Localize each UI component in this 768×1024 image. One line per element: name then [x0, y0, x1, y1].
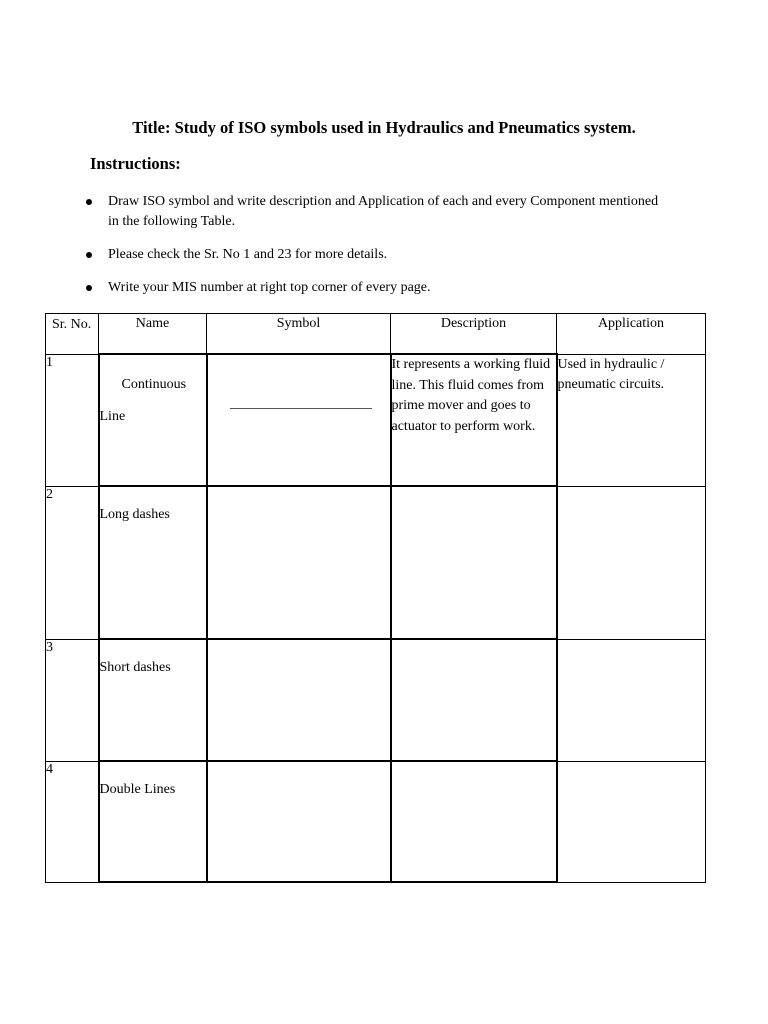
- name-line-1: Continuous: [121, 377, 187, 392]
- symbol-cell: [207, 761, 391, 882]
- name-cell: Double Lines: [99, 761, 207, 882]
- description-cell: It represents a working fluid line. This fluid comes from prime mover and goes to actuator to perform work.: [391, 354, 557, 486]
- bullet-icon: [86, 252, 92, 258]
- instruction-item: [82, 278, 662, 298]
- instructions-list: [82, 192, 662, 311]
- table-row: [46, 761, 706, 882]
- instruction-text: Draw ISO symbol and write description and Application of each and every Component mentioned in the following Table.: [108, 194, 659, 229]
- instruction-text: Write your MIS number at right top corner of every page.: [108, 280, 431, 295]
- continuous-line-symbol: [230, 408, 372, 409]
- application-cell: [557, 486, 706, 639]
- sr-no-cell: 2: [46, 486, 99, 639]
- header-sr-no: Sr. No.: [46, 314, 99, 355]
- description-cell: [391, 639, 557, 761]
- table-row: [46, 639, 706, 761]
- sr-no-cell: 3: [46, 639, 99, 761]
- description-cell: [391, 486, 557, 639]
- name-cell: Short dashes: [99, 639, 207, 761]
- header-symbol: Symbol: [207, 314, 391, 355]
- table-row: [46, 486, 706, 639]
- symbol-cell: [207, 354, 391, 486]
- instruction-text: Please check the Sr. No 1 and 23 for more details.: [108, 247, 388, 262]
- sr-no-cell: 4: [46, 761, 99, 882]
- table-header-row: [46, 314, 706, 355]
- application-cell: Used in hydraulic / pneumatic circuits.: [557, 354, 706, 486]
- table-row: [46, 354, 706, 486]
- page-title: Title: Study of ISO symbols used in Hydraulics and Pneumatics system.: [132, 118, 636, 137]
- header-description: Description: [391, 314, 557, 355]
- instructions-heading: Instructions:: [90, 154, 181, 173]
- symbol-cell: [207, 639, 391, 761]
- name-cell: [99, 354, 207, 486]
- name-line-2: Line: [99, 409, 126, 424]
- application-cell: [557, 639, 706, 761]
- application-cell: [557, 761, 706, 882]
- bullet-icon: [86, 199, 92, 205]
- bullet-icon: [86, 285, 92, 291]
- header-application: Application: [557, 314, 706, 355]
- symbol-cell: [207, 486, 391, 639]
- instruction-item: [82, 192, 662, 232]
- sr-no-cell: 1: [46, 354, 99, 486]
- header-name: Name: [99, 314, 207, 355]
- description-cell: [391, 761, 557, 882]
- name-cell: Long dashes: [99, 486, 207, 639]
- instruction-item: [82, 245, 662, 265]
- symbols-table: [45, 313, 706, 883]
